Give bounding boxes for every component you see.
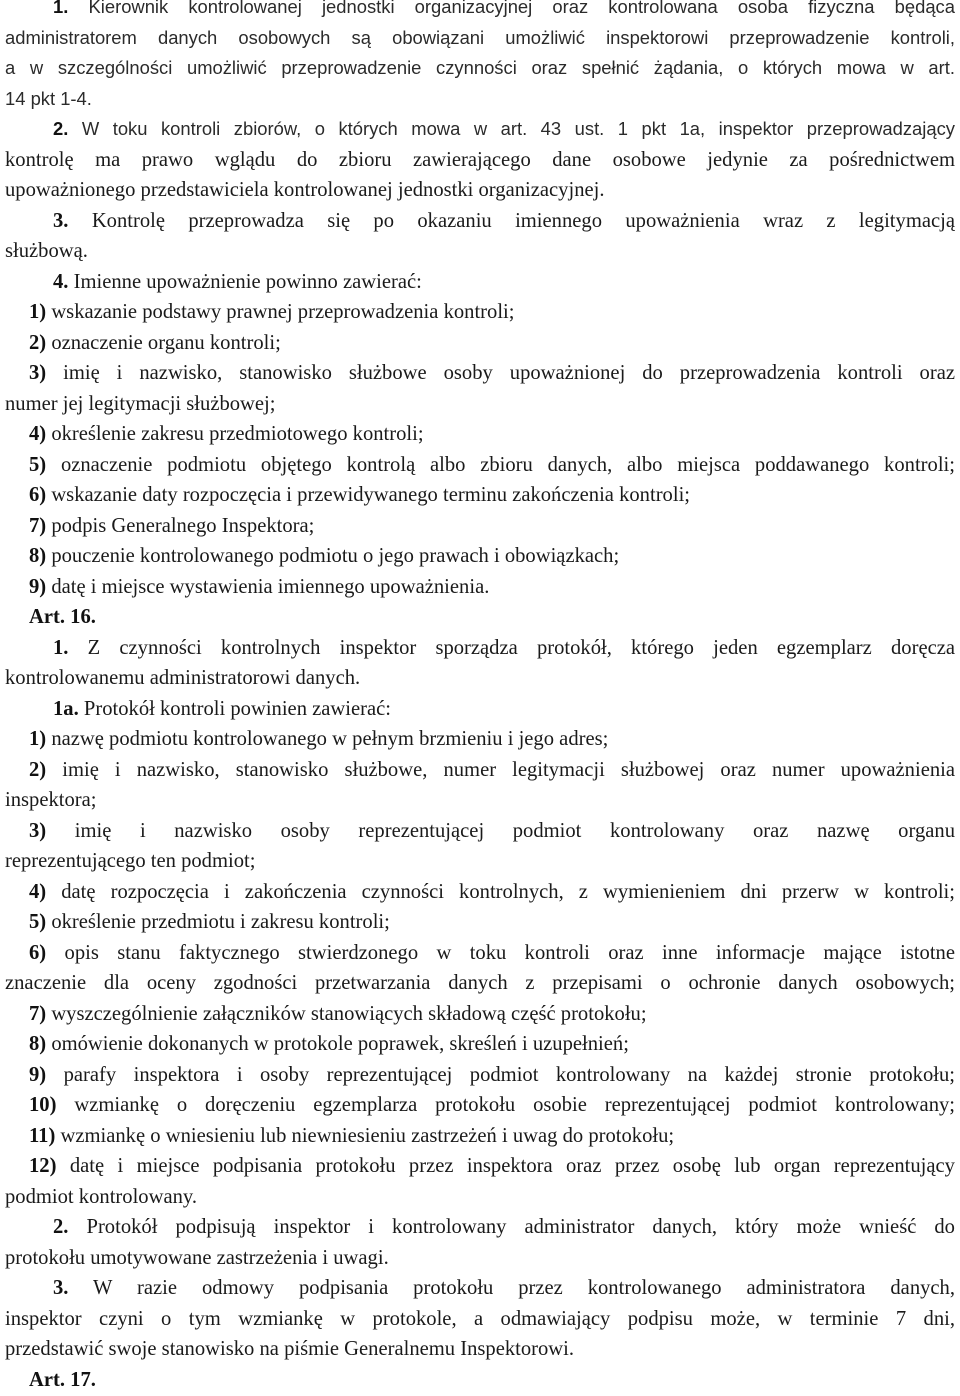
paragraph-line: administratorem danych osobowych są obowiązani umożliwić inspektorowi przeprowadzenie kontroli, xyxy=(5,26,955,48)
paragraph-line: upoważnionego przedstawiciela kontrolowanej jednostki organizacyjnej. xyxy=(5,179,605,201)
list-item: 1) wskazanie podstawy prawnej przeprowadzenia kontroli; xyxy=(29,301,515,323)
list-item: 3) imię i nazwisko osoby reprezentującej podmiot kontrolowany oraz nazwę organu xyxy=(29,819,955,842)
list-item: 3) imię i nazwisko, stanowisko służbowe osoby upoważnionej do przeprowadzenia kontroli oraz xyxy=(29,362,955,384)
paragraph-number: 1. xyxy=(53,636,69,659)
list-item: 1) nazwę podmiotu kontrolowanego w pełnym brzmieniu i jego adres; xyxy=(29,728,609,750)
list-number: 4) xyxy=(29,423,47,445)
list-item: 5) określenie przedmiotu i zakresu kontroli; xyxy=(29,911,390,933)
list-number: 7) xyxy=(29,514,47,537)
list-number: 1) xyxy=(29,301,47,323)
list-item: 5) oznaczenie podmiotu objętego kontrolą albo zbioru danych, albo miejsca poddawanego kontroli; xyxy=(29,453,955,476)
list-number: 6) xyxy=(29,484,47,506)
list-item: 9) datę i miejsce wystawienia imiennego upoważnienia. xyxy=(29,575,490,598)
list-item: 8) pouczenie kontrolowanego podmiotu o jego prawach i obowiązkach; xyxy=(29,545,620,567)
paragraph-line: 14 pkt 1-4. xyxy=(5,87,92,109)
paragraph-number: 1a. xyxy=(53,697,79,720)
list-number: 2) xyxy=(29,331,47,354)
paragraph-line: protokołu umotywowane zastrzeżenia i uwagi. xyxy=(5,1246,389,1269)
list-item: 6) wskazanie daty rozpoczęcia i przewidywanego terminu zakończenia kontroli; xyxy=(29,484,691,506)
list-item: 4) datę rozpoczęcia i zakończenia czynności kontrolnych, z wymienieniem dni przerw w kontroli; xyxy=(29,880,955,903)
paragraph-line: podmiot kontrolowany. xyxy=(5,1185,198,1208)
paragraph-number: 2. xyxy=(53,1216,69,1238)
list-number: 9) xyxy=(29,575,47,598)
article-heading: Art. 17. xyxy=(29,1368,96,1391)
list-number: 8) xyxy=(29,545,47,567)
paragraph-line: przedstawić swoje stanowisko na piśmie Generalnemu Inspektorowi. xyxy=(5,1338,575,1360)
list-number: 6) xyxy=(29,941,47,964)
paragraph-line: 1. Z czynności kontrolnych inspektor sporządza protokół, którego jeden egzemplarz doręcza xyxy=(53,636,955,659)
list-item: 9) parafy inspektora i osoby reprezentującej podmiot kontrolowany na każdej stronie protokołu; xyxy=(29,1063,955,1086)
paragraph-line: inspektor czyni o tym wzmiankę w protokole, a odmawiający podpisu może, w terminie 7 dni, xyxy=(5,1307,955,1330)
paragraph-number: 4. xyxy=(53,270,69,293)
list-number: 4) xyxy=(29,880,47,903)
paragraph-line: znaczenie dla oceny zgodności przetwarzania danych z przepisami o ochronie danych osobowych; xyxy=(5,972,955,994)
paragraph-line: służbową. xyxy=(5,240,88,262)
list-item: 11) wzmiankę o wniesieniu lub niewniesieniu zastrzeżeń i uwag do protokołu; xyxy=(29,1124,675,1147)
paragraph-line: inspektora; xyxy=(5,789,97,811)
paragraph-line: 2. W toku kontroli zbiorów, o których mowa w art. 43 ust. 1 pkt 1a, inspektor przeprowadzający xyxy=(53,118,955,139)
list-number: 11) xyxy=(29,1124,56,1147)
paragraph-line: 1. Kierownik kontrolowanej jednostki organizacyjnej oraz kontrolowana osoba fizyczna będąca xyxy=(5,0,955,23)
paragraph-line: a w szczególności umożliwić przeprowadzenie czynności oraz spełnić żądania, o których mowa w art. xyxy=(5,57,955,78)
paragraph-line: kontrolowanemu administratorowi danych. xyxy=(5,667,361,689)
list-item: 2) oznaczenie organu kontroli; xyxy=(29,331,281,354)
list-number: 5) xyxy=(29,453,47,476)
paragraph-line: numer jej legitymacji służbowej; xyxy=(5,392,276,415)
list-number: 8) xyxy=(29,1033,47,1055)
paragraph-line: 3. Kontrolę przeprowadza się po okazaniu imiennego upoważnienia wraz z legitymacją xyxy=(53,209,955,232)
list-item: 12) datę i miejsce podpisania protokołu przez inspektora oraz przez osobę lub organ reprezentujący xyxy=(29,1155,955,1177)
paragraph-number: 1. xyxy=(53,0,69,17)
paragraph-line: 2. Protokół podpisują inspektor i kontrolowany administrator danych, który może wnieść do xyxy=(53,1216,955,1238)
list-number: 10) xyxy=(29,1094,57,1116)
list-item: 7) wyszczególnienie załączników stanowiących składową część protokołu; xyxy=(29,1002,647,1025)
list-number: 9) xyxy=(29,1063,47,1086)
paragraph-number: 3. xyxy=(53,209,69,232)
list-item: 7) podpis Generalnego Inspektora; xyxy=(29,514,315,537)
list-item: 6) opis stanu faktycznego stwierdzonego w toku kontroli oraz inne informacje mające istotne xyxy=(29,941,955,964)
paragraph-number: 3. xyxy=(53,1277,69,1299)
list-number: 1) xyxy=(29,728,47,750)
list-number: 7) xyxy=(29,1002,47,1025)
list-item: 10) wzmiankę o doręczeniu egzemplarza protokołu osobie reprezentującej podmiot kontrolowany; xyxy=(29,1094,955,1116)
paragraph-line: reprezentującego ten podmiot; xyxy=(5,850,256,872)
list-number: 5) xyxy=(29,911,47,933)
list-item: 8) omówienie dokonanych w protokole poprawek, skreśleń i uzupełnień; xyxy=(29,1033,629,1055)
paragraph-line: 3. W razie odmowy podpisania protokołu przez kontrolowanego administratora danych, xyxy=(53,1277,955,1299)
article-heading: Art. 16. xyxy=(29,606,96,628)
list-number: 2) xyxy=(29,758,47,781)
paragraph-line: 4. Imienne upoważnienie powinno zawierać: xyxy=(53,270,422,293)
paragraph-line: 1a. Protokół kontroli powinien zawierać: xyxy=(53,697,392,720)
paragraph-line: kontrolę ma prawo wglądu do zbioru zawierającego dane osobowe jedynie za pośrednictwem xyxy=(5,148,955,171)
list-number: 3) xyxy=(29,362,47,384)
list-number: 12) xyxy=(29,1155,57,1177)
paragraph-number: 2. xyxy=(53,118,69,139)
list-item: 4) określenie zakresu przedmiotowego kontroli; xyxy=(29,423,424,445)
list-number: 3) xyxy=(29,819,47,842)
list-item: 2) imię i nazwisko, stanowisko służbowe, numer legitymacji służbowej oraz numer upoważnienia xyxy=(29,758,955,781)
